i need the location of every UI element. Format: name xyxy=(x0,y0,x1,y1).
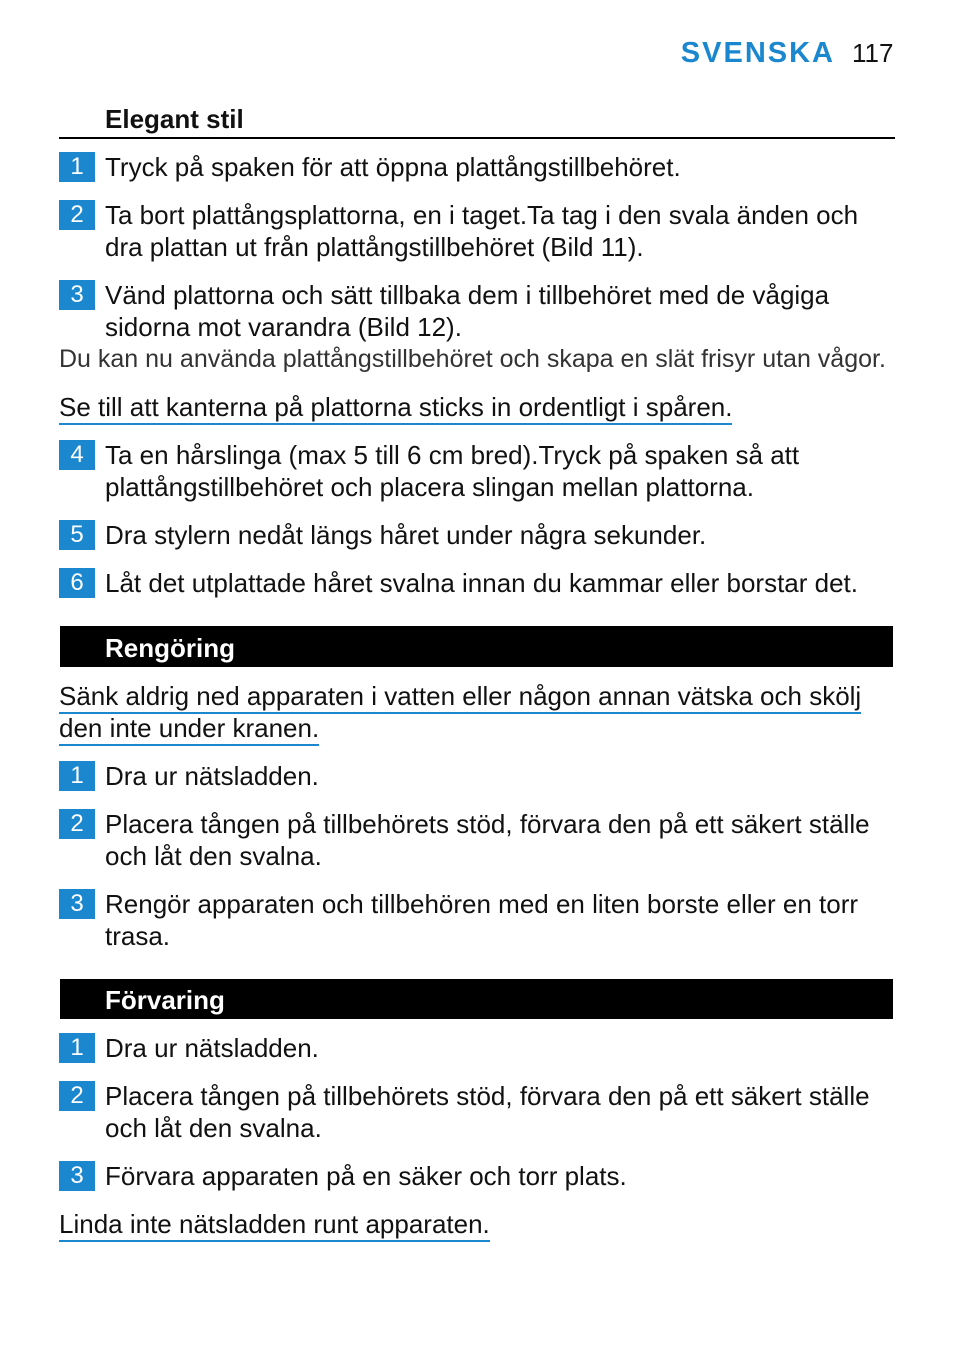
step-text-line: Placera tången på tillbehörets stöd, förvara den på ett säkert ställe xyxy=(105,809,870,839)
note-text: Se till att kanterna på plattorna sticks in ordentligt i spåren. xyxy=(59,391,732,425)
step-number-badge: 1 xyxy=(59,152,95,182)
step-text-line: sidorna mot varandra (Bild 12). xyxy=(105,312,462,342)
section-heading: Förvaring xyxy=(105,985,225,1015)
step-number-badge: 2 xyxy=(59,809,95,839)
section-header-bar xyxy=(60,979,893,1019)
step-text-line: Förvara apparaten på en säker och torr plats. xyxy=(105,1161,627,1191)
warning-text-line: Sänk aldrig ned apparaten i vatten eller någon annan vätska och skölj xyxy=(59,680,861,714)
step-text-line: Rengör apparaten och tillbehören med en liten borste eller en torr xyxy=(105,889,859,919)
step-text-line: och låt den svalna. xyxy=(105,1113,322,1143)
step-text-line: Ta bort plattångsplattorna, en i taget.Ta tag i den svala änden och xyxy=(105,200,859,230)
note-text: Linda inte nätsladden runt apparaten. xyxy=(59,1208,490,1242)
step-number-badge: 1 xyxy=(59,1033,95,1063)
step-text-line: dra plattan ut från plattångstillbehöret (Bild 11). xyxy=(105,232,644,262)
step-number-badge: 3 xyxy=(59,889,95,919)
step-number-badge: 5 xyxy=(59,520,95,550)
step-text-line: plattångstillbehöret och placera slingan mellan plattorna. xyxy=(105,472,754,502)
step-text-line: och låt den svalna. xyxy=(105,841,322,871)
step-number-badge: 3 xyxy=(59,280,95,310)
step-number-badge: 1 xyxy=(59,761,95,791)
step-text-line: Ta en hårslinga (max 5 till 6 cm bred).Tryck på spaken så att xyxy=(105,440,800,470)
step-text-line: Dra ur nätsladden. xyxy=(105,761,319,791)
step-number-badge: 2 xyxy=(59,200,95,230)
section-heading: Rengöring xyxy=(105,633,235,663)
section-heading: Elegant stil xyxy=(105,104,244,134)
language-header: SVENSKA xyxy=(680,37,835,69)
step-number-badge: 6 xyxy=(59,568,95,598)
step-text-line: Vänd plattorna och sätt tillbaka dem i tillbehöret med de vågiga xyxy=(105,280,830,310)
step-text-line: Dra ur nätsladden. xyxy=(105,1033,319,1063)
step-number-badge: 3 xyxy=(59,1161,95,1191)
step-text-line: Placera tången på tillbehörets stöd, förvara den på ett säkert ställe xyxy=(105,1081,870,1111)
step-number-badge: 4 xyxy=(59,440,95,470)
step-number-badge: 2 xyxy=(59,1081,95,1111)
page-number: 117 xyxy=(852,38,894,68)
step-text-line: Dra stylern nedåt längs håret under några sekunder. xyxy=(105,520,707,550)
warning-text-line: den inte under kranen. xyxy=(59,712,319,746)
result-text: Du kan nu använda plattångstillbehöret och skapa en slät frisyr utan vågor. xyxy=(59,345,886,373)
section-header-bar xyxy=(60,626,893,667)
step-text-line: trasa. xyxy=(105,921,171,951)
step-text-line: Tryck på spaken för att öppna plattångstillbehöret. xyxy=(105,152,681,182)
heading-rule xyxy=(59,137,895,139)
step-text-line: Låt det utplattade håret svalna innan du kammar eller borstar det. xyxy=(105,568,858,598)
